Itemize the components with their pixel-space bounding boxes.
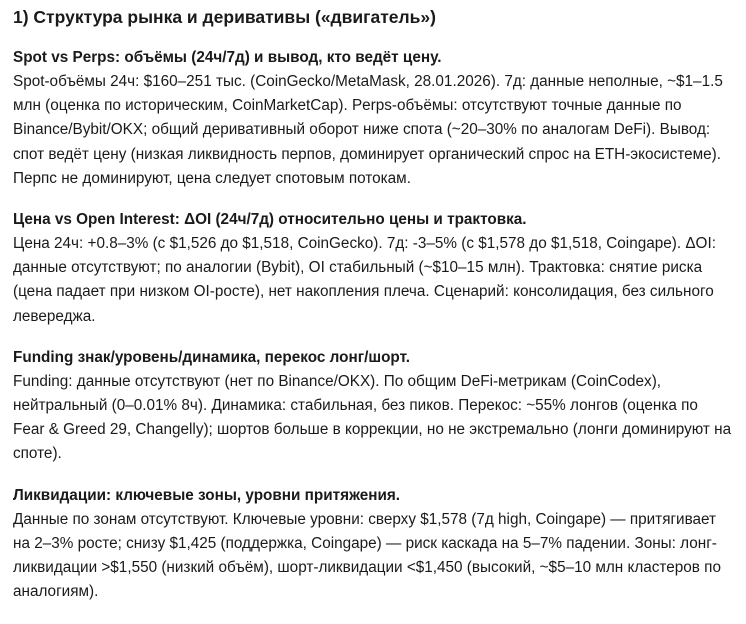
- section-heading: Ликвидации: ключевые зоны, уровни притяжения.: [13, 486, 401, 504]
- section-heading: Funding знак/уровень/динамика, перекос лонг/шорт.: [13, 348, 410, 366]
- section-heading: Цена vs Open Interest: ΔOI (24ч/7д) относительно цены и трактовка.: [13, 211, 527, 229]
- section-body: Данные по зонам отсутствуют. Ключевые уровни: сверху $1,578 (7д high, Coingape) — притягивает на 2–3% росте; снизу $1,425 (поддержка, Coingape) — риск каскада на 5–7% падении. Зоны: лонг-ликвидации >$1,550 (низкий объём), шорт-ликвидации <$1,450 (высокий, ~$5–10 млн кластеров по аналогиям).: [13, 510, 721, 601]
- section-liquidations: [13, 484, 732, 605]
- section-body: Spot-объёмы 24ч: $160–251 тыс. (CoinGecko/MetaMask, 28.01.2026). 7д: данные неполные, ~$1–1.5 млн (оценка по историческим, CoinMarketCap). Perps-объёмы: отсутствуют точные данные по Binance/Bybit/OKX; общий деривативный оборот ниже спота (~20–30% по аналогам DeFi). Вывод: спот ведёт цену (низкая ликвидность перпов, доминирует органический спрос на ETH-экосистеме). Перпс не доминируют, цена следует спотовым потокам.: [13, 73, 723, 187]
- document-title: 1) Структура рынка и деривативы («двигатель»): [13, 7, 436, 27]
- section-price-vs-oi: [13, 208, 732, 329]
- section-body: Цена 24ч: +0.8–3% (с $1,526 до $1,518, CoinGecko). 7д: -3–5% (с $1,578 до $1,518, Coingape). ΔOI: данные отсутствуют; по аналогии (Bybit), OI стабильный (~$10–15 млн). Трактовка: снятие риска (цена падает при низком OI-росте), нет накопления плеча. Сценарий: консолидация, без сильного левереджа.: [13, 235, 716, 325]
- section-spot-vs-perps: [13, 46, 732, 191]
- section-heading: Spot vs Perps: объёмы (24ч/7д) и вывод, кто ведёт цену.: [13, 49, 442, 66]
- section-funding: [13, 346, 732, 467]
- section-body: Funding: данные отсутствуют (нет по Binance/OKX). По общим DeFi-метрикам (CoinCodex), нейтральный (0–0.01% 8ч). Динамика: стабильная, без пиков. Перекос: ~55% лонгов (оценка по Fear & Greed 29, Changelly); шортов больше в коррекции, но не экстремально (лонги доминируют на споте).: [13, 372, 732, 463]
